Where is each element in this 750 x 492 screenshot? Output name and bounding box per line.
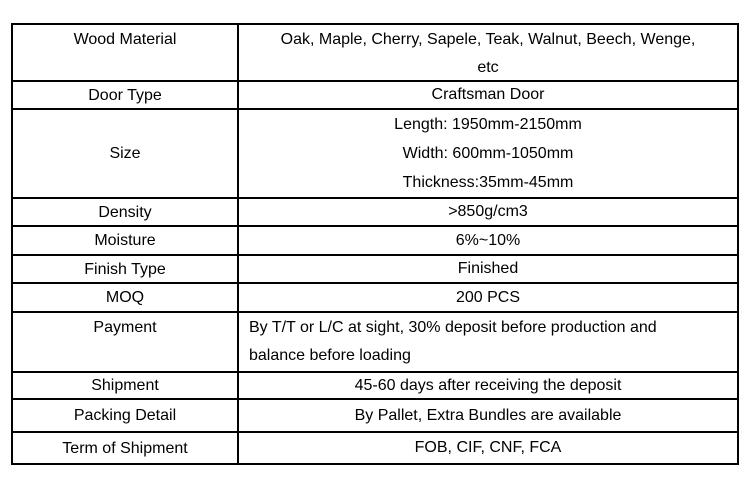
row-value (239, 227, 737, 254)
row-label: MOQ (13, 284, 239, 311)
row-value (239, 25, 737, 80)
row-label: Shipment (13, 373, 239, 398)
row-label: Packing Detail (13, 400, 239, 431)
table-row-size (13, 110, 737, 199)
value-line: FOB, CIF, CNF, FCA (414, 439, 562, 456)
value-line: Thickness:35mm-45mm (402, 174, 574, 191)
row-label: Finish Type (13, 256, 239, 282)
row-value (239, 400, 737, 431)
row-value (239, 284, 737, 311)
value-line: 6%~10% (455, 231, 521, 249)
row-value (239, 256, 737, 282)
table-row-moq (13, 284, 737, 313)
row-label: Size (13, 110, 239, 197)
value-line: Length: 1950mm-2150mm (394, 116, 582, 133)
value-line: By T/T or L/C at sight, 30% deposit before production and (249, 319, 657, 336)
row-label: Term of Shipment (13, 433, 239, 463)
value-line: Oak, Maple, Cherry, Sapele, Teak, Walnut, Beech, Wenge, (280, 31, 696, 48)
row-value (239, 82, 737, 108)
table-row-shipment (13, 373, 737, 400)
value-line: Finished (457, 260, 519, 277)
row-value (239, 110, 737, 197)
value-line: 200 PCS (455, 288, 521, 306)
table-row-door-type (13, 82, 737, 110)
row-label: Door Type (13, 82, 239, 108)
row-value (239, 313, 737, 371)
row-value (239, 199, 737, 225)
table-row-density (13, 199, 737, 227)
table-row-term-of-shipment (13, 433, 737, 463)
row-label: Density (13, 199, 239, 225)
table-row-payment (13, 313, 737, 373)
row-value (239, 373, 737, 398)
value-line: Width: 600mm-1050mm (402, 145, 574, 162)
row-label: Payment (13, 313, 239, 371)
table-row-wood-material (13, 25, 737, 82)
value-line: 45-60 days after receiving the deposit (354, 376, 622, 394)
value-line: balance before loading (249, 347, 411, 364)
value-line: >850g/cm3 (448, 203, 528, 220)
value-line: etc (477, 59, 499, 76)
table-row-packing-detail (13, 400, 737, 433)
value-line: Craftsman Door (431, 86, 545, 103)
row-label: Wood Material (13, 25, 239, 80)
row-label: Moisture (13, 227, 239, 254)
product-spec-table (11, 23, 739, 465)
row-value (239, 433, 737, 463)
table-row-finish-type (13, 256, 737, 284)
table-row-moisture (13, 227, 737, 256)
value-line: By Pallet, Extra Bundles are available (354, 406, 622, 424)
